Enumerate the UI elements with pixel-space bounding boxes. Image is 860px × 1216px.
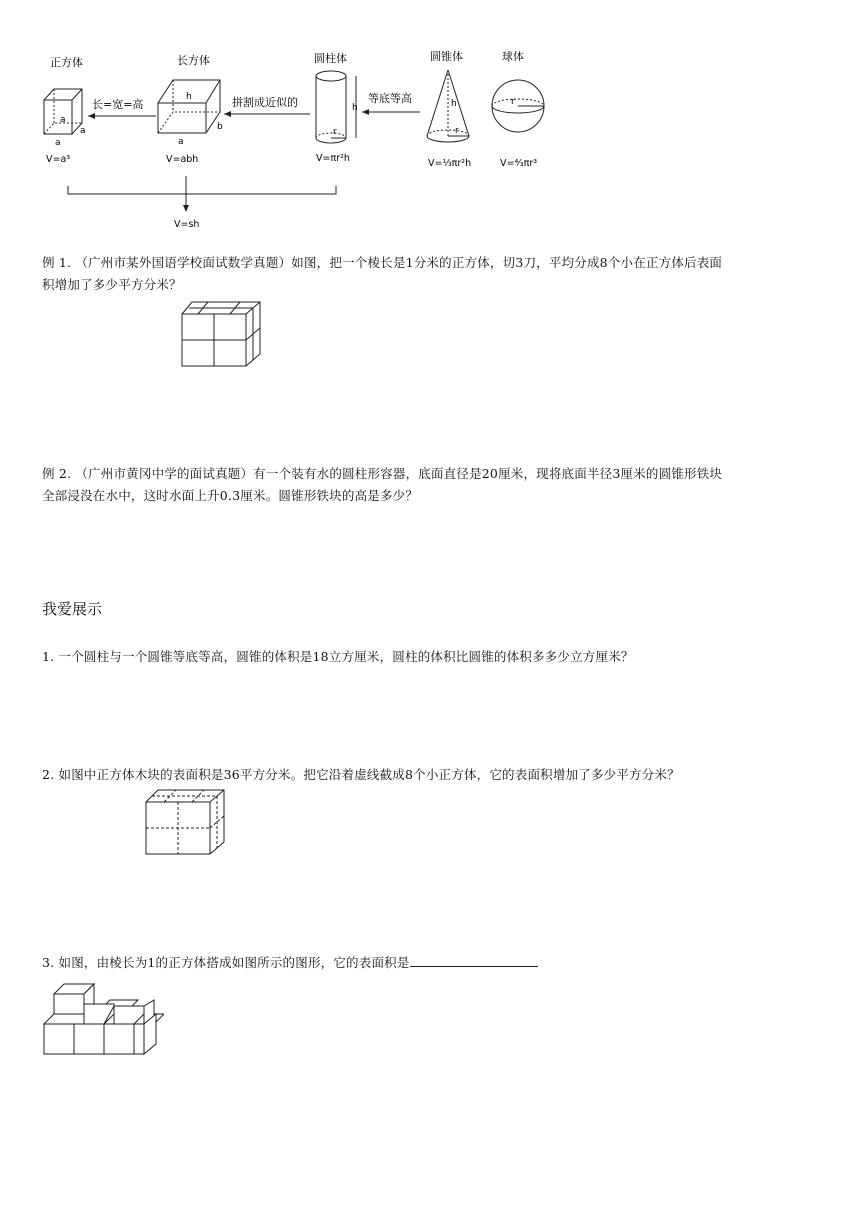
arrow-down-icon — [183, 205, 189, 212]
example-2-line-1: 例 2. （广州市黄冈中学的面试真题）有一个装有水的圆柱形容器，底面直径是20厘米，现将底面半径3厘米的圆锥形铁块 — [42, 466, 723, 481]
question-2-cube-figure — [144, 788, 230, 862]
arrow-left-icon — [362, 109, 369, 115]
cuboid-dim-b: b — [217, 122, 223, 132]
common-formula: V=sh — [174, 219, 200, 230]
arrow-left-icon — [224, 111, 231, 117]
cone-label: 圆锥体 — [430, 50, 463, 63]
stacked-cubes-svg — [40, 976, 164, 1060]
cube-dim-a3: a — [55, 138, 61, 148]
cylinder-formula: V=πr²h — [316, 153, 350, 164]
cube-shape — [44, 89, 82, 134]
question-1: 1. 一个圆柱与一个圆锥等底等高，圆锥的体积是18立方厘米，圆柱的体积比圆锥的体积多多少立方厘米？ — [42, 649, 634, 664]
sphere-formula: V=⁴⁄₃πr³ — [500, 158, 538, 169]
sphere-shape — [492, 80, 544, 132]
example-1-line-1: 例 1. （广州市某外国语学校面试数学真题）如图，把一个棱长是1分米的正方体，切3刀，平均分成8个小在正方体后表面 — [42, 255, 723, 270]
answer-blank[interactable] — [410, 954, 538, 967]
question-3-blocks-figure — [40, 976, 164, 1064]
cube-dim-a1: a — [60, 115, 66, 125]
example-1 — [42, 252, 832, 296]
arrow-label-cylinder-cone: 等底等高 — [368, 92, 412, 105]
cuboid-formula: V=abh — [166, 154, 199, 165]
cone-dim-r: r — [455, 126, 459, 136]
cube-label: 正方体 — [50, 56, 83, 69]
solids-diagram-svg — [0, 0, 860, 240]
cube-formula: V=a³ — [46, 154, 71, 165]
cone-formula: V=⅓πr²h — [428, 158, 472, 169]
arrow-label-cube-cuboid: 长=宽=高 — [92, 98, 144, 111]
example-1-line-2: 积增加了多少平方分米？ — [42, 277, 182, 292]
example-1-cube-figure — [180, 300, 270, 376]
cube-cut-figure-svg — [180, 300, 270, 372]
cube-cut-figure-2-svg — [144, 788, 230, 858]
cylinder-dim-r: r — [333, 127, 337, 137]
cube-dim-a2: a — [80, 126, 86, 136]
example-2-line-2: 全部浸没在水中，这时水面上升0.3厘米。圆锥形铁块的高是多少？ — [42, 488, 419, 503]
cone-shape — [427, 70, 469, 142]
sphere-dim-r: r — [511, 97, 515, 107]
question-3 — [42, 952, 832, 974]
cuboid-label: 长方体 — [177, 54, 210, 67]
cuboid-dim-h: h — [186, 92, 192, 102]
question-2: 2. 如图中正方体木块的表面积是36平方分米。把它沿着虚线截成8个小正方体，它的表面积增加了多少平方分米？ — [42, 767, 680, 782]
arrow-label-cuboid-cylinder: 拼割成近似的 — [232, 96, 298, 109]
cuboid-shape — [158, 80, 220, 133]
arrow-left-icon — [88, 113, 95, 119]
section-title: 我爱展示 — [42, 600, 103, 618]
cuboid-dim-a: a — [178, 137, 184, 147]
solids-diagram — [0, 0, 860, 240]
sphere-label: 球体 — [502, 50, 524, 63]
cone-dim-h: h — [451, 99, 457, 109]
cylinder-dim-h: h — [352, 103, 358, 113]
common-formula-bracket — [68, 176, 336, 210]
cylinder-label: 圆柱体 — [314, 52, 347, 65]
example-2 — [42, 463, 832, 507]
question-3-text: 3. 如图，由棱长为1的正方体搭成如图所示的图形，它的表面积是 — [42, 955, 410, 970]
